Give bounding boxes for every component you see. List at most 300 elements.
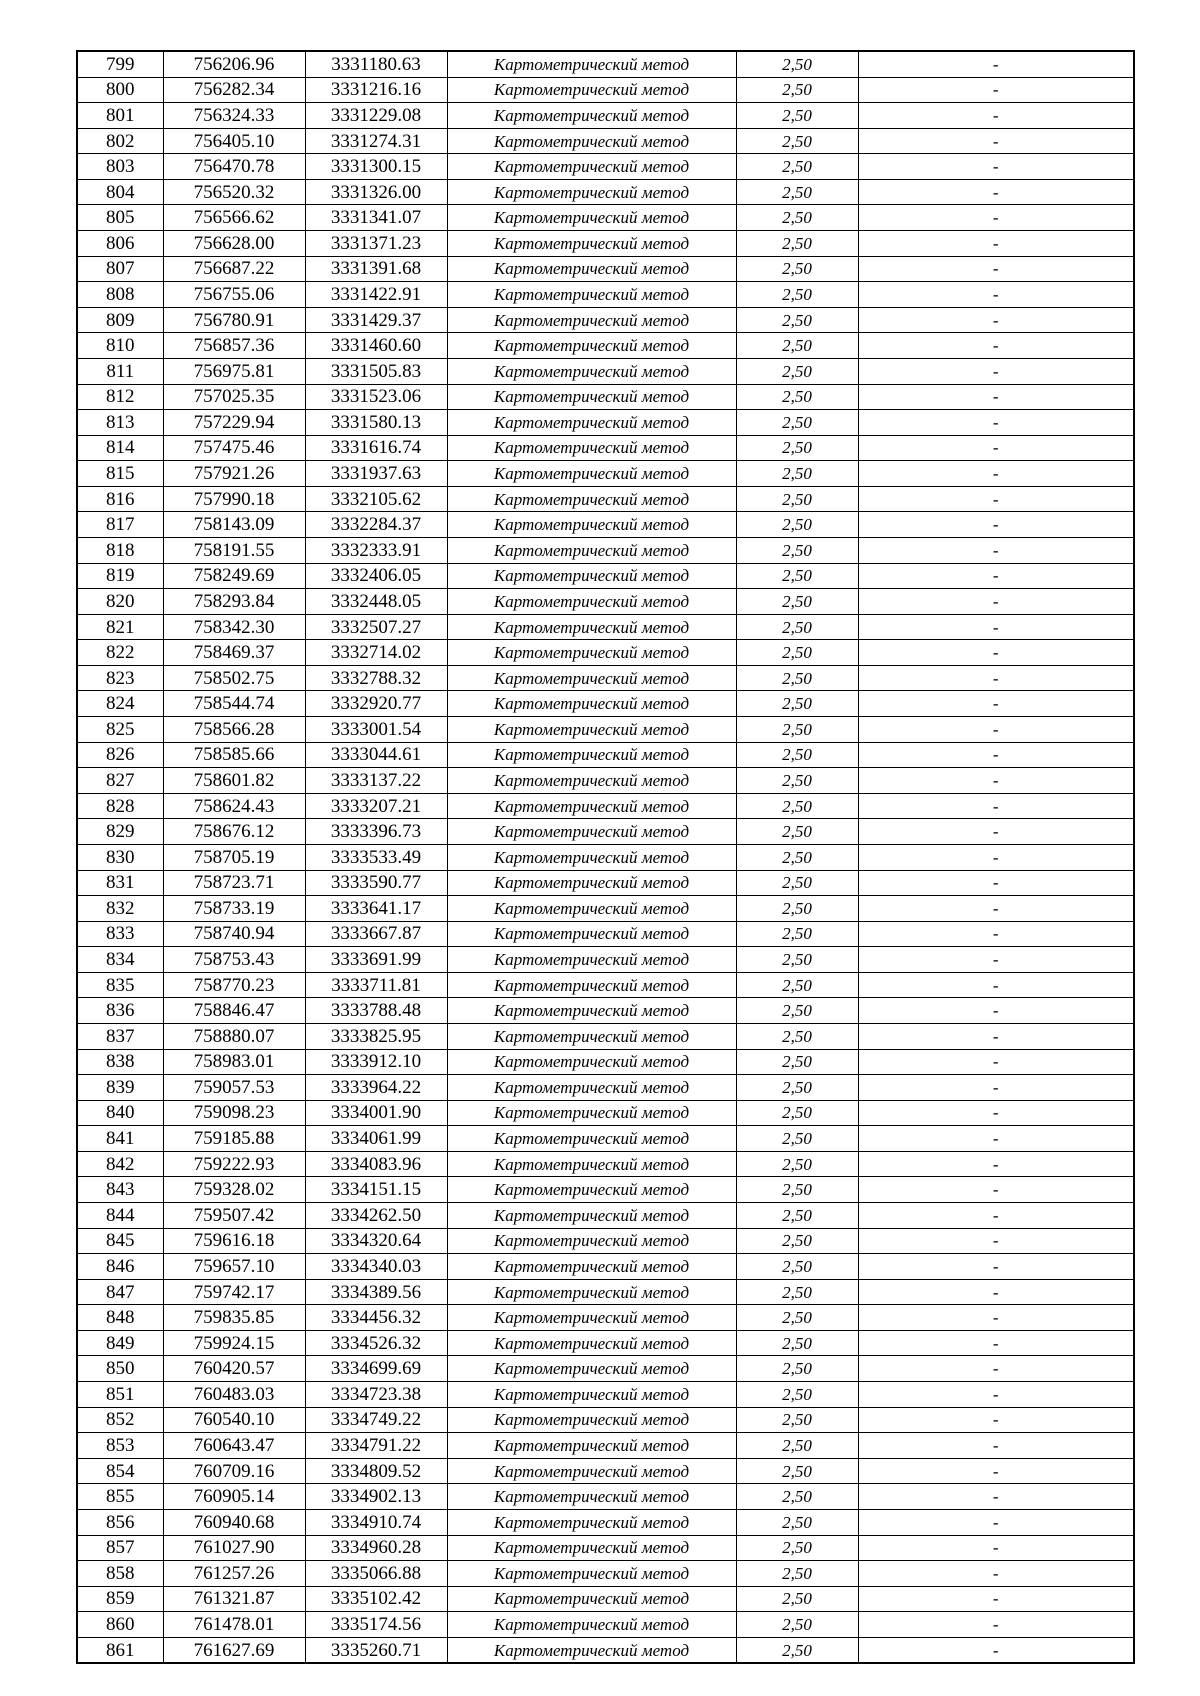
accuracy-cell: 2,50	[736, 1023, 858, 1049]
note-cell: -	[858, 1535, 1134, 1561]
note-cell: -	[858, 947, 1134, 973]
table-row	[77, 614, 1134, 640]
note-cell: -	[858, 128, 1134, 154]
accuracy-cell: 2,50	[736, 1535, 858, 1561]
table-row	[77, 1509, 1134, 1535]
y-coordinate-cell: 3331180.63	[305, 51, 447, 77]
y-coordinate-cell: 3334791.22	[305, 1433, 447, 1459]
y-coordinate-cell: 3334389.56	[305, 1279, 447, 1305]
method-cell: Картометрический метод	[447, 742, 736, 768]
y-coordinate-cell: 3334902.13	[305, 1484, 447, 1510]
x-coordinate-cell: 759657.10	[163, 1254, 305, 1280]
point-number-cell: 843	[77, 1177, 163, 1203]
table-row	[77, 103, 1134, 129]
y-coordinate-cell: 3334723.38	[305, 1382, 447, 1408]
point-number-cell: 817	[77, 512, 163, 538]
accuracy-cell: 2,50	[736, 640, 858, 666]
x-coordinate-cell: 760709.16	[163, 1458, 305, 1484]
table-row	[77, 1177, 1134, 1203]
x-coordinate-cell: 756628.00	[163, 231, 305, 257]
method-cell: Картометрический метод	[447, 1330, 736, 1356]
note-cell: -	[858, 998, 1134, 1024]
y-coordinate-cell: 3332284.37	[305, 512, 447, 538]
y-coordinate-cell: 3333825.95	[305, 1023, 447, 1049]
accuracy-cell: 2,50	[736, 1279, 858, 1305]
method-cell: Картометрический метод	[447, 819, 736, 845]
x-coordinate-cell: 757921.26	[163, 461, 305, 487]
x-coordinate-cell: 760643.47	[163, 1433, 305, 1459]
point-number-cell: 853	[77, 1433, 163, 1459]
table-row	[77, 742, 1134, 768]
y-coordinate-cell: 3331300.15	[305, 154, 447, 180]
accuracy-cell: 2,50	[736, 844, 858, 870]
point-number-cell: 834	[77, 947, 163, 973]
point-number-cell: 823	[77, 665, 163, 691]
table-row	[77, 870, 1134, 896]
point-number-cell: 829	[77, 819, 163, 845]
point-number-cell: 825	[77, 717, 163, 743]
accuracy-cell: 2,50	[736, 1177, 858, 1203]
method-cell: Картометрический метод	[447, 614, 736, 640]
method-cell: Картометрический метод	[447, 972, 736, 998]
x-coordinate-cell: 759185.88	[163, 1126, 305, 1152]
note-cell: -	[858, 77, 1134, 103]
accuracy-cell: 2,50	[736, 77, 858, 103]
x-coordinate-cell: 756206.96	[163, 51, 305, 77]
point-number-cell: 833	[77, 921, 163, 947]
x-coordinate-cell: 758544.74	[163, 691, 305, 717]
point-number-cell: 804	[77, 179, 163, 205]
table-row	[77, 1151, 1134, 1177]
accuracy-cell: 2,50	[736, 742, 858, 768]
method-cell: Картометрический метод	[447, 1100, 736, 1126]
note-cell: -	[858, 1049, 1134, 1075]
x-coordinate-cell: 758293.84	[163, 589, 305, 615]
table-row	[77, 640, 1134, 666]
method-cell: Картометрический метод	[447, 205, 736, 231]
table-row	[77, 128, 1134, 154]
method-cell: Картометрический метод	[447, 410, 736, 436]
point-number-cell: 824	[77, 691, 163, 717]
point-number-cell: 840	[77, 1100, 163, 1126]
x-coordinate-cell: 761478.01	[163, 1612, 305, 1638]
accuracy-cell: 2,50	[736, 1100, 858, 1126]
table-row	[77, 1203, 1134, 1229]
method-cell: Картометрический метод	[447, 1254, 736, 1280]
accuracy-cell: 2,50	[736, 1612, 858, 1638]
y-coordinate-cell: 3333788.48	[305, 998, 447, 1024]
method-cell: Картометрический метод	[447, 640, 736, 666]
accuracy-cell: 2,50	[736, 691, 858, 717]
accuracy-cell: 2,50	[736, 1203, 858, 1229]
table-row	[77, 1100, 1134, 1126]
table-row	[77, 435, 1134, 461]
x-coordinate-cell: 757475.46	[163, 435, 305, 461]
y-coordinate-cell: 3334340.03	[305, 1254, 447, 1280]
coordinates-table	[76, 50, 1135, 1664]
method-cell: Картометрический метод	[447, 1509, 736, 1535]
method-cell: Картометрический метод	[447, 1151, 736, 1177]
point-number-cell: 800	[77, 77, 163, 103]
note-cell: -	[858, 717, 1134, 743]
y-coordinate-cell: 3331274.31	[305, 128, 447, 154]
method-cell: Картометрический метод	[447, 1126, 736, 1152]
table-row	[77, 1637, 1134, 1663]
point-number-cell: 822	[77, 640, 163, 666]
point-number-cell: 837	[77, 1023, 163, 1049]
x-coordinate-cell: 760420.57	[163, 1356, 305, 1382]
accuracy-cell: 2,50	[736, 256, 858, 282]
y-coordinate-cell: 3331523.06	[305, 384, 447, 410]
method-cell: Картометрический метод	[447, 1586, 736, 1612]
point-number-cell: 816	[77, 486, 163, 512]
y-coordinate-cell: 3331937.63	[305, 461, 447, 487]
accuracy-cell: 2,50	[736, 333, 858, 359]
method-cell: Картометрический метод	[447, 1279, 736, 1305]
accuracy-cell: 2,50	[736, 435, 858, 461]
method-cell: Картометрический метод	[447, 384, 736, 410]
accuracy-cell: 2,50	[736, 307, 858, 333]
y-coordinate-cell: 3333667.87	[305, 921, 447, 947]
accuracy-cell: 2,50	[736, 1151, 858, 1177]
y-coordinate-cell: 3333396.73	[305, 819, 447, 845]
method-cell: Картометрический метод	[447, 947, 736, 973]
x-coordinate-cell: 759507.42	[163, 1203, 305, 1229]
table-row	[77, 947, 1134, 973]
note-cell: -	[858, 307, 1134, 333]
y-coordinate-cell: 3334456.32	[305, 1305, 447, 1331]
method-cell: Картометрический метод	[447, 333, 736, 359]
y-coordinate-cell: 3333964.22	[305, 1075, 447, 1101]
y-coordinate-cell: 3331422.91	[305, 282, 447, 308]
point-number-cell: 820	[77, 589, 163, 615]
point-number-cell: 838	[77, 1049, 163, 1075]
table-row	[77, 717, 1134, 743]
accuracy-cell: 2,50	[736, 1254, 858, 1280]
accuracy-cell: 2,50	[736, 1407, 858, 1433]
x-coordinate-cell: 761257.26	[163, 1561, 305, 1587]
note-cell: -	[858, 1254, 1134, 1280]
point-number-cell: 854	[77, 1458, 163, 1484]
point-number-cell: 831	[77, 870, 163, 896]
accuracy-cell: 2,50	[736, 1586, 858, 1612]
y-coordinate-cell: 3334910.74	[305, 1509, 447, 1535]
y-coordinate-cell: 3335102.42	[305, 1586, 447, 1612]
method-cell: Картометрический метод	[447, 1433, 736, 1459]
point-number-cell: 812	[77, 384, 163, 410]
y-coordinate-cell: 3332406.05	[305, 563, 447, 589]
table-row	[77, 537, 1134, 563]
x-coordinate-cell: 760905.14	[163, 1484, 305, 1510]
note-cell: -	[858, 1203, 1134, 1229]
y-coordinate-cell: 3333207.21	[305, 793, 447, 819]
table-row	[77, 256, 1134, 282]
table-row	[77, 179, 1134, 205]
method-cell: Картометрический метод	[447, 1382, 736, 1408]
note-cell: -	[858, 179, 1134, 205]
note-cell: -	[858, 844, 1134, 870]
method-cell: Картометрический метод	[447, 103, 736, 129]
table-row	[77, 1586, 1134, 1612]
y-coordinate-cell: 3333590.77	[305, 870, 447, 896]
point-number-cell: 802	[77, 128, 163, 154]
note-cell: -	[858, 1561, 1134, 1587]
point-number-cell: 807	[77, 256, 163, 282]
x-coordinate-cell: 756324.33	[163, 103, 305, 129]
method-cell: Картометрический метод	[447, 486, 736, 512]
point-number-cell: 806	[77, 231, 163, 257]
x-coordinate-cell: 759222.93	[163, 1151, 305, 1177]
note-cell: -	[858, 742, 1134, 768]
y-coordinate-cell: 3334960.28	[305, 1535, 447, 1561]
point-number-cell: 819	[77, 563, 163, 589]
x-coordinate-cell: 756755.06	[163, 282, 305, 308]
accuracy-cell: 2,50	[736, 1228, 858, 1254]
x-coordinate-cell: 758846.47	[163, 998, 305, 1024]
x-coordinate-cell: 757229.94	[163, 410, 305, 436]
y-coordinate-cell: 3332448.05	[305, 589, 447, 615]
table-row	[77, 154, 1134, 180]
x-coordinate-cell: 758983.01	[163, 1049, 305, 1075]
note-cell: -	[858, 691, 1134, 717]
x-coordinate-cell: 759057.53	[163, 1075, 305, 1101]
point-number-cell: 841	[77, 1126, 163, 1152]
method-cell: Картометрический метод	[447, 1535, 736, 1561]
method-cell: Картометрический метод	[447, 1612, 736, 1638]
method-cell: Картометрический метод	[447, 870, 736, 896]
method-cell: Картометрический метод	[447, 1228, 736, 1254]
table-row	[77, 844, 1134, 870]
x-coordinate-cell: 760940.68	[163, 1509, 305, 1535]
x-coordinate-cell: 761627.69	[163, 1637, 305, 1663]
note-cell: -	[858, 1151, 1134, 1177]
method-cell: Картометрический метод	[447, 179, 736, 205]
note-cell: -	[858, 1407, 1134, 1433]
method-cell: Картометрический метод	[447, 154, 736, 180]
x-coordinate-cell: 759328.02	[163, 1177, 305, 1203]
x-coordinate-cell: 758342.30	[163, 614, 305, 640]
note-cell: -	[858, 563, 1134, 589]
point-number-cell: 836	[77, 998, 163, 1024]
x-coordinate-cell: 756687.22	[163, 256, 305, 282]
method-cell: Картометрический метод	[447, 1305, 736, 1331]
method-cell: Картометрический метод	[447, 998, 736, 1024]
point-number-cell: 799	[77, 51, 163, 77]
accuracy-cell: 2,50	[736, 1509, 858, 1535]
y-coordinate-cell: 3334699.69	[305, 1356, 447, 1382]
table-row	[77, 665, 1134, 691]
y-coordinate-cell: 3334526.32	[305, 1330, 447, 1356]
method-cell: Картометрический метод	[447, 1177, 736, 1203]
table-row	[77, 1535, 1134, 1561]
note-cell: -	[858, 1484, 1134, 1510]
method-cell: Картометрический метод	[447, 1561, 736, 1587]
table-row	[77, 896, 1134, 922]
accuracy-cell: 2,50	[736, 717, 858, 743]
y-coordinate-cell: 3331326.00	[305, 179, 447, 205]
point-number-cell: 845	[77, 1228, 163, 1254]
x-coordinate-cell: 759835.85	[163, 1305, 305, 1331]
y-coordinate-cell: 3332333.91	[305, 537, 447, 563]
point-number-cell: 848	[77, 1305, 163, 1331]
x-coordinate-cell: 758880.07	[163, 1023, 305, 1049]
point-number-cell: 808	[77, 282, 163, 308]
accuracy-cell: 2,50	[736, 282, 858, 308]
note-cell: -	[858, 1100, 1134, 1126]
y-coordinate-cell: 3331580.13	[305, 410, 447, 436]
table-row	[77, 1049, 1134, 1075]
point-number-cell: 859	[77, 1586, 163, 1612]
method-cell: Картометрический метод	[447, 1637, 736, 1663]
accuracy-cell: 2,50	[736, 1484, 858, 1510]
point-number-cell: 839	[77, 1075, 163, 1101]
point-number-cell: 856	[77, 1509, 163, 1535]
accuracy-cell: 2,50	[736, 819, 858, 845]
table-row	[77, 512, 1134, 538]
method-cell: Картометрический метод	[447, 1407, 736, 1433]
note-cell: -	[858, 1279, 1134, 1305]
note-cell: -	[858, 589, 1134, 615]
method-cell: Картометрический метод	[447, 537, 736, 563]
note-cell: -	[858, 1228, 1134, 1254]
method-cell: Картометрический метод	[447, 128, 736, 154]
note-cell: -	[858, 1356, 1134, 1382]
x-coordinate-cell: 758753.43	[163, 947, 305, 973]
x-coordinate-cell: 756405.10	[163, 128, 305, 154]
y-coordinate-cell: 3332105.62	[305, 486, 447, 512]
note-cell: -	[858, 205, 1134, 231]
table-row	[77, 998, 1134, 1024]
y-coordinate-cell: 3331460.60	[305, 333, 447, 359]
note-cell: -	[858, 512, 1134, 538]
method-cell: Картометрический метод	[447, 77, 736, 103]
note-cell: -	[858, 793, 1134, 819]
accuracy-cell: 2,50	[736, 589, 858, 615]
note-cell: -	[858, 614, 1134, 640]
note-cell: -	[858, 358, 1134, 384]
method-cell: Картометрический метод	[447, 691, 736, 717]
method-cell: Картометрический метод	[447, 665, 736, 691]
y-coordinate-cell: 3333912.10	[305, 1049, 447, 1075]
method-cell: Картометрический метод	[447, 717, 736, 743]
point-number-cell: 860	[77, 1612, 163, 1638]
table-row	[77, 589, 1134, 615]
method-cell: Картометрический метод	[447, 1049, 736, 1075]
accuracy-cell: 2,50	[736, 1126, 858, 1152]
accuracy-cell: 2,50	[736, 1049, 858, 1075]
x-coordinate-cell: 759616.18	[163, 1228, 305, 1254]
table-row	[77, 1228, 1134, 1254]
note-cell: -	[858, 435, 1134, 461]
accuracy-cell: 2,50	[736, 1356, 858, 1382]
table-row	[77, 1075, 1134, 1101]
table-row	[77, 768, 1134, 794]
method-cell: Картометрический метод	[447, 896, 736, 922]
table-row	[77, 410, 1134, 436]
method-cell: Картометрический метод	[447, 1356, 736, 1382]
point-number-cell: 826	[77, 742, 163, 768]
accuracy-cell: 2,50	[736, 665, 858, 691]
note-cell: -	[858, 1330, 1134, 1356]
point-number-cell: 842	[77, 1151, 163, 1177]
y-coordinate-cell: 3334151.15	[305, 1177, 447, 1203]
x-coordinate-cell: 758624.43	[163, 793, 305, 819]
x-coordinate-cell: 759924.15	[163, 1330, 305, 1356]
method-cell: Картометрический метод	[447, 563, 736, 589]
method-cell: Картометрический метод	[447, 1484, 736, 1510]
table-row	[77, 205, 1134, 231]
point-number-cell: 801	[77, 103, 163, 129]
table-row	[77, 1407, 1134, 1433]
x-coordinate-cell: 758676.12	[163, 819, 305, 845]
table-row	[77, 691, 1134, 717]
x-coordinate-cell: 758191.55	[163, 537, 305, 563]
x-coordinate-cell: 761027.90	[163, 1535, 305, 1561]
x-coordinate-cell: 758143.09	[163, 512, 305, 538]
y-coordinate-cell: 3332788.32	[305, 665, 447, 691]
x-coordinate-cell: 758601.82	[163, 768, 305, 794]
point-number-cell: 835	[77, 972, 163, 998]
note-cell: -	[858, 410, 1134, 436]
y-coordinate-cell: 3333641.17	[305, 896, 447, 922]
table-row	[77, 384, 1134, 410]
method-cell: Картометрический метод	[447, 1075, 736, 1101]
table-row	[77, 1433, 1134, 1459]
accuracy-cell: 2,50	[736, 563, 858, 589]
point-number-cell: 811	[77, 358, 163, 384]
accuracy-cell: 2,50	[736, 461, 858, 487]
method-cell: Картометрический метод	[447, 358, 736, 384]
point-number-cell: 861	[77, 1637, 163, 1663]
method-cell: Картометрический метод	[447, 768, 736, 794]
note-cell: -	[858, 103, 1134, 129]
table-row	[77, 1458, 1134, 1484]
x-coordinate-cell: 756780.91	[163, 307, 305, 333]
note-cell: -	[858, 1586, 1134, 1612]
accuracy-cell: 2,50	[736, 793, 858, 819]
note-cell: -	[858, 1305, 1134, 1331]
x-coordinate-cell: 758723.71	[163, 870, 305, 896]
accuracy-cell: 2,50	[736, 410, 858, 436]
table-row	[77, 1305, 1134, 1331]
x-coordinate-cell: 756470.78	[163, 154, 305, 180]
table-row	[77, 333, 1134, 359]
method-cell: Картометрический метод	[447, 51, 736, 77]
note-cell: -	[858, 1433, 1134, 1459]
table-row	[77, 819, 1134, 845]
x-coordinate-cell: 756975.81	[163, 358, 305, 384]
accuracy-cell: 2,50	[736, 1433, 858, 1459]
note-cell: -	[858, 819, 1134, 845]
accuracy-cell: 2,50	[736, 103, 858, 129]
note-cell: -	[858, 665, 1134, 691]
table-body	[77, 51, 1134, 1663]
note-cell: -	[858, 1382, 1134, 1408]
accuracy-cell: 2,50	[736, 512, 858, 538]
accuracy-cell: 2,50	[736, 358, 858, 384]
x-coordinate-cell: 757025.35	[163, 384, 305, 410]
accuracy-cell: 2,50	[736, 1561, 858, 1587]
y-coordinate-cell: 3331505.83	[305, 358, 447, 384]
table-row	[77, 1126, 1134, 1152]
accuracy-cell: 2,50	[736, 1305, 858, 1331]
note-cell: -	[858, 231, 1134, 257]
y-coordinate-cell: 3334320.64	[305, 1228, 447, 1254]
x-coordinate-cell: 758249.69	[163, 563, 305, 589]
point-number-cell: 803	[77, 154, 163, 180]
table-row	[77, 1023, 1134, 1049]
note-cell: -	[858, 1075, 1134, 1101]
